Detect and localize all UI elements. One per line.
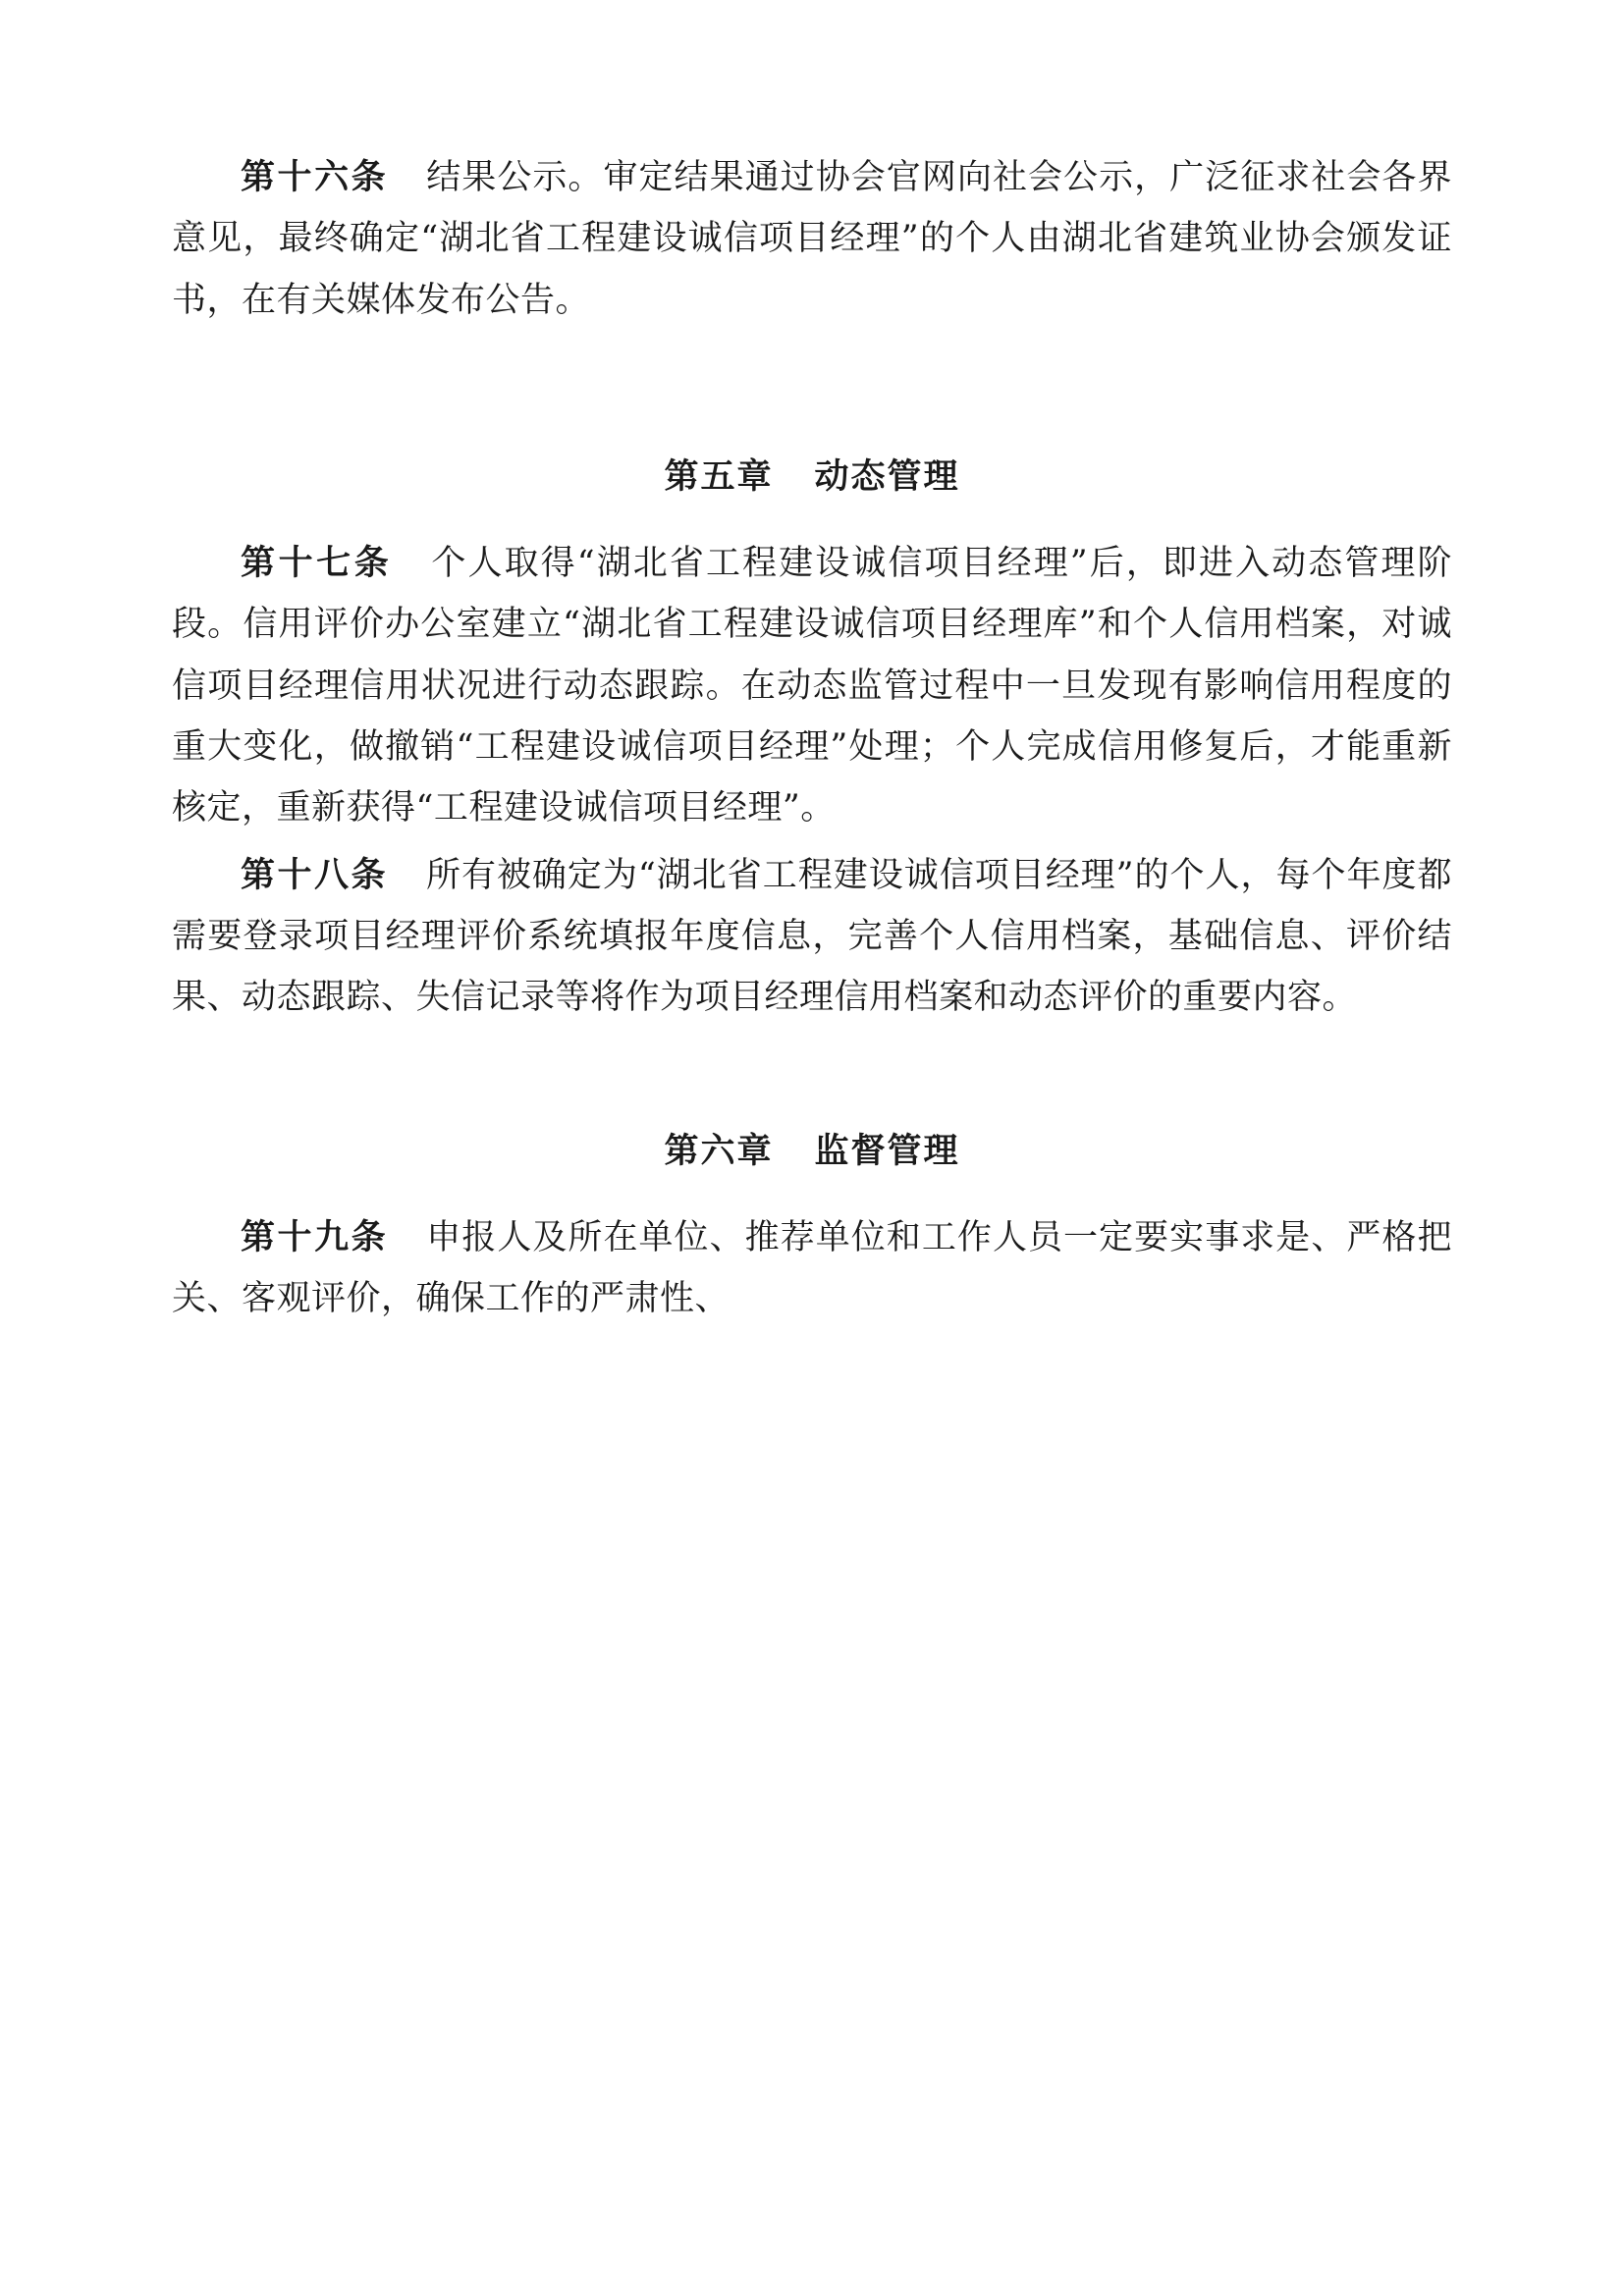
chapter-5-heading (172, 447, 1452, 507)
section-spacer (172, 1035, 1452, 1064)
article-19-lead: 第十九条 (241, 1216, 389, 1257)
chapter-6-heading (172, 1121, 1452, 1182)
article-16-lead: 第十六条 (241, 157, 389, 197)
chapter-5-number: 第五章 (664, 455, 774, 497)
article-17-lead: 第十七条 (241, 543, 393, 584)
article-17-text: 个人取得“湖北省工程建设诚信项目经理”后，即进入动态管理阶段。信用评价办公室建立“湖北省工程建设诚信项目经理库”和个人信用档案，对诚信项目经理信用状况进行动态跟踪。在动态监管过程中一旦发现有影响信用程度的重大变化，做撤销“工程建设诚信项目经理”处理；个人完成信用修复后，才能重新核定，重新获得“工程建设诚信项目经理”。 (172, 544, 1452, 828)
article-16 (172, 147, 1452, 331)
document-body (172, 147, 1452, 1329)
chapter-6-number: 第六章 (664, 1130, 774, 1171)
article-16-text: 结果公示。审定结果通过协会官网向社会公示，广泛征求社会各界意见，最终确定“湖北省工程建设诚信项目经理”的个人由湖北省建筑业协会颁发证书，在有关媒体发布公告。 (172, 158, 1452, 320)
article-19 (172, 1207, 1452, 1330)
article-17 (172, 533, 1452, 838)
chapter-6-title: 监督管理 (814, 1130, 960, 1171)
article-18 (172, 845, 1452, 1029)
section-spacer (172, 337, 1452, 390)
article-18-text: 所有被确定为“湖北省工程建设诚信项目经理”的个人，每个年度都需要登录项目经理评价系统填报年度信息，完善个人信用档案，基础信息、评价结果、动态跟踪、失信记录等将作为项目经理信用档案和动态评价的重要内容。 (172, 855, 1452, 1018)
article-19-text: 申报人及所在单位、推荐单位和工作人员一定要实事求是、严格把关、客观评价，确保工作的严肃性、 (172, 1217, 1452, 1319)
chapter-5-title: 动态管理 (814, 455, 960, 497)
article-18-lead: 第十八条 (241, 854, 388, 895)
